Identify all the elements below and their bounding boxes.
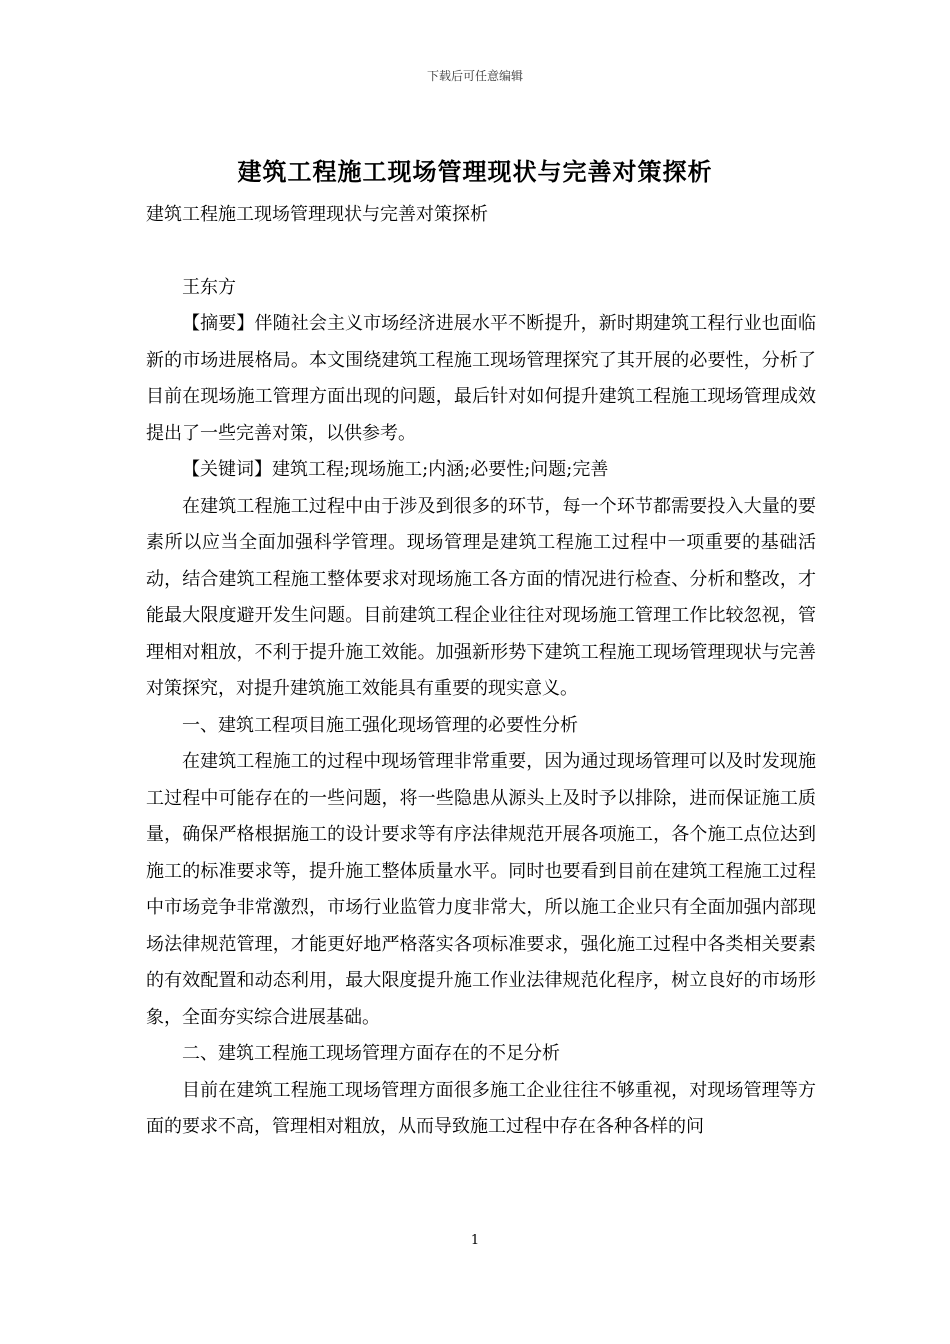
section1-paragraph: 在建筑工程施工的过程中现场管理非常重要，因为通过现场管理可以及时发现施工过程中可能存在的一些问题，将一些隐患从源头上及时予以排除，进而保证施工质量，确保严格根据施工的设计要求等有序法律规范开展各项施工，各个施工点位达到施工的标准要求等，提升施工整体质量水平。同时也要看到目前在建筑工程施工过程中市场竞争非常激烈，市场行业监管力度非常大，所以施工企业只有全面加强内部现场法律规范管理，才能更好地严格落实各项标准要求，强化施工过程中各类相关要素的有效配置和动态利用，最大限度提升施工作业法律规范化程序，树立良好的市场形象，全面夯实综合进展基础。 <box>146 751 816 1028</box>
document-subtitle: 建筑工程施工现场管理现状与完善对策探析 <box>146 204 488 225</box>
section1-heading: 一、建筑工程项目施工强化现场管理的必要性分析 <box>182 714 578 736</box>
section2-paragraph: 目前在建筑工程施工现场管理方面很多施工企业往往不够重视，对现场管理等方面的要求不高，管理相对粗放，从而导致施工过程中存在各种各样的问 <box>146 1079 816 1137</box>
keywords-paragraph: 【关键词】建筑工程;现场施工;内涵;必要性;问题;完善 <box>182 459 609 480</box>
document-title: 建筑工程施工现场管理现状与完善对策探析 <box>237 157 713 186</box>
header-note: 下载后可任意编辑 <box>426 69 523 83</box>
section2-heading: 二、建筑工程施工现场管理方面存在的不足分析 <box>182 1043 560 1064</box>
intro-paragraph: 在建筑工程施工过程中由于涉及到很多的环节，每一个环节都需要投入大量的要素所以应当全面加强科学管理。现场管理是建筑工程施工过程中一项重要的基础活动，结合建筑工程施工整体要求对现场施工各方面的情况进行检查、分析和整改，才能最大限度避开发生问题。目前建筑工程企业往往对现场施工管理工作比较忽视，管理相对粗放，不利于提升施工效能。加强新形势下建筑工程施工现场管理现状与完善对策探究，对提升建筑施工效能具有重要的现实意义。 <box>146 495 816 699</box>
page-number: 1 <box>470 1233 480 1248</box>
abstract-paragraph: 【摘要】伴随社会主义市场经济进展水平不断提升，新时期建筑工程行业也面临新的市场进展格局。本文围绕建筑工程施工现场管理探究了其开展的必要性，分析了目前在现场施工管理方面出现的问题，最后针对如何提升建筑工程施工现场管理成效提出了一些完善对策，以供参考。 <box>146 313 816 444</box>
author-name: 王东方 <box>182 276 236 298</box>
document-body <box>146 197 816 1146</box>
